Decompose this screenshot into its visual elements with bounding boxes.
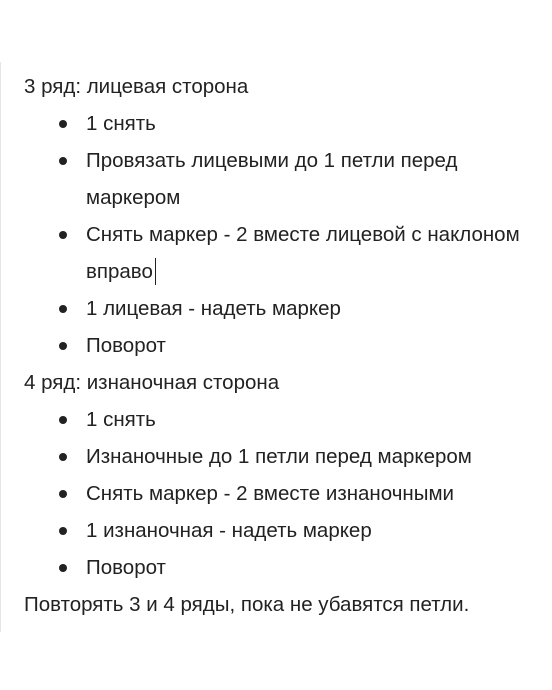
- list-item: 1 снять: [24, 105, 544, 142]
- list-item: Поворот: [24, 549, 544, 586]
- row-3-steps-list: [24, 105, 544, 364]
- list-item: Изнаночные до 1 петли перед маркером: [24, 438, 544, 475]
- list-item: 1 снять: [24, 401, 544, 438]
- list-item: Провязать лицевыми до 1 петли перед маркером: [24, 142, 544, 216]
- list-item: 1 изнаночная - надеть маркер: [24, 512, 544, 549]
- repeat-instruction: Повторять 3 и 4 ряды, пока не убавятся петли.: [24, 593, 470, 616]
- list-item: 1 лицевая - надеть маркер: [24, 290, 544, 327]
- list-item-text: Снять маркер - 2 вместе лицевой с наклоном вправо: [86, 223, 520, 283]
- section-heading-row-4: 4 ряд: изнаночная сторона: [24, 371, 280, 394]
- list-item: Снять маркер - 2 вместе изнаночными: [24, 475, 544, 512]
- margin-rule: [0, 62, 1, 632]
- section-heading-row-3: 3 ряд: лицевая сторона: [24, 75, 249, 98]
- list-item-with-cursor: [24, 216, 544, 290]
- document-body[interactable]: [24, 68, 544, 623]
- list-item: Поворот: [24, 327, 544, 364]
- row-4-steps-list: [24, 401, 544, 586]
- text-cursor: [155, 258, 157, 285]
